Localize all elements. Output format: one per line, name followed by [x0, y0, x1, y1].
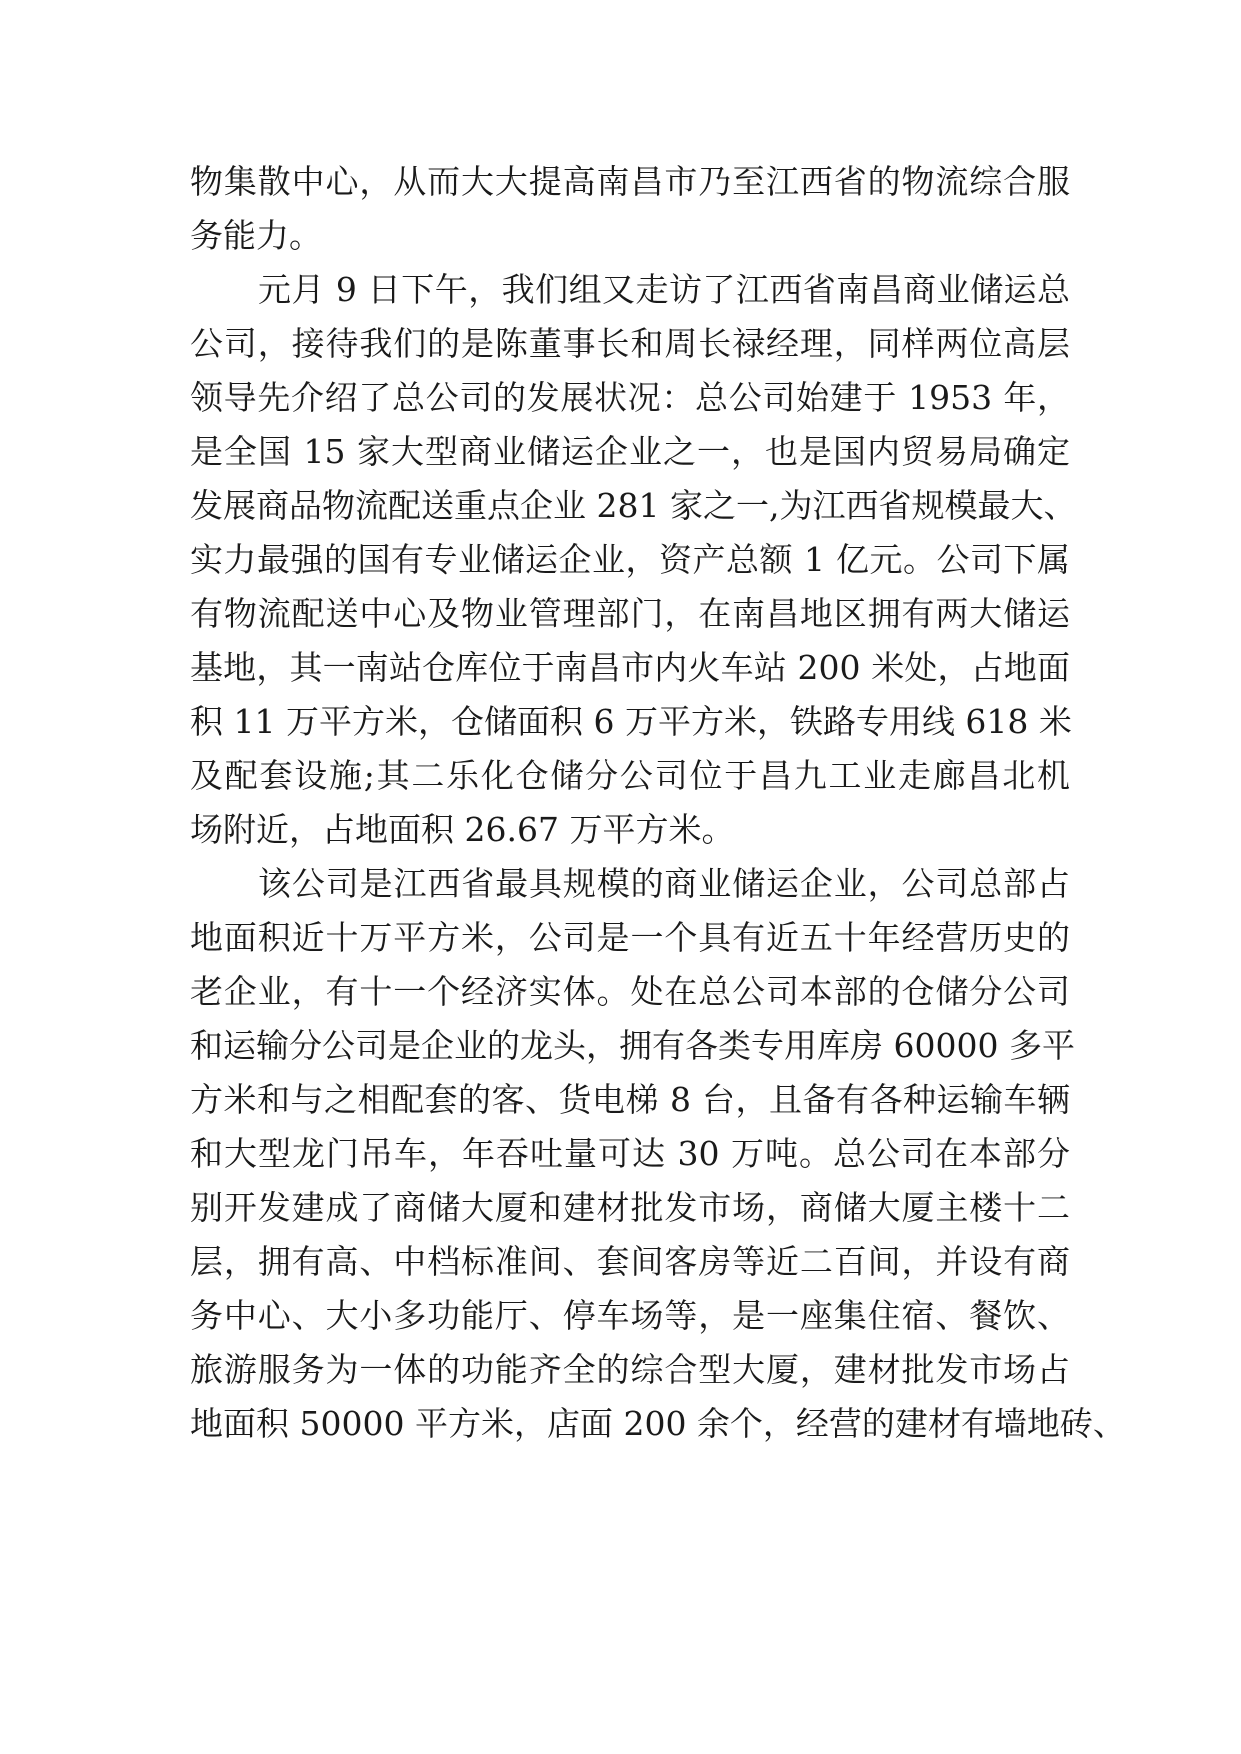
text-line: 方米和与之相配套的客、货电梯 8 台，且备有各种运输车辆	[190, 1080, 1070, 1119]
text-line: 积 11 万平方米，仓储面积 6 万平方米，铁路专用线 618 米	[190, 702, 1072, 741]
document-body	[190, 155, 1126, 1451]
text-line: 有物流配送中心及物业管理部门，在南昌地区拥有两大储运	[190, 594, 1070, 633]
text-line: 地面积 50000 平方米，店面 200 余个，经营的建材有墙地砖、	[190, 1404, 1126, 1443]
text-line: 地面积近十万平方米，公司是一个具有近五十年经营历史的	[190, 918, 1070, 957]
text-line: 旅游服务为一体的功能齐全的综合型大厦，建材批发市场占	[190, 1350, 1070, 1389]
text-line: 务能力。	[190, 216, 322, 255]
text-line: 和运输分公司是企业的龙头，拥有各类专用库房 60000 多平	[190, 1026, 1075, 1065]
text-line: 物集散中心，从而大大提高南昌市乃至江西省的物流综合服	[190, 162, 1070, 201]
text-line: 是全国 15 家大型商业储运企业之一，也是国内贸易局确定	[190, 432, 1070, 471]
text-line: 场附近，占地面积 26.67 万平方米。	[190, 810, 735, 849]
text-line: 及配套设施;其二乐化仓储分公司位于昌九工业走廊昌北机	[190, 756, 1070, 795]
paragraph-first-line: 该公司是江西省最具规模的商业储运企业，公司总部占	[258, 864, 1070, 903]
text-line: 层，拥有高、中档标准间、套间客房等近二百间，并设有商	[190, 1242, 1070, 1281]
text-line: 和大型龙门吊车，年吞吐量可达 30 万吨。总公司在本部分	[190, 1134, 1070, 1173]
text-line: 务中心、大小多功能厅、停车场等，是一座集住宿、餐饮、	[190, 1296, 1070, 1335]
text-line: 老企业，有十一个经济实体。处在总公司本部的仓储分公司	[190, 972, 1070, 1011]
text-line: 基地，其一南站仓库位于南昌市内火车站 200 米处，占地面	[190, 648, 1070, 687]
text-line: 别开发建成了商储大厦和建材批发市场，商储大厦主楼十二	[190, 1188, 1070, 1227]
paragraph-first-line: 元月 9 日下午，我们组又走访了江西省南昌商业储运总	[258, 270, 1070, 309]
text-line: 公司，接待我们的是陈董事长和周长禄经理，同样两位高层	[190, 324, 1070, 363]
text-line: 领导先介绍了总公司的发展状况：总公司始建于 1953 年，	[190, 378, 1070, 417]
text-line: 实力最强的国有专业储运企业，资产总额 1 亿元。公司下属	[190, 540, 1070, 579]
text-line: 发展商品物流配送重点企业 281 家之一,为江西省规模最大、	[190, 486, 1077, 525]
